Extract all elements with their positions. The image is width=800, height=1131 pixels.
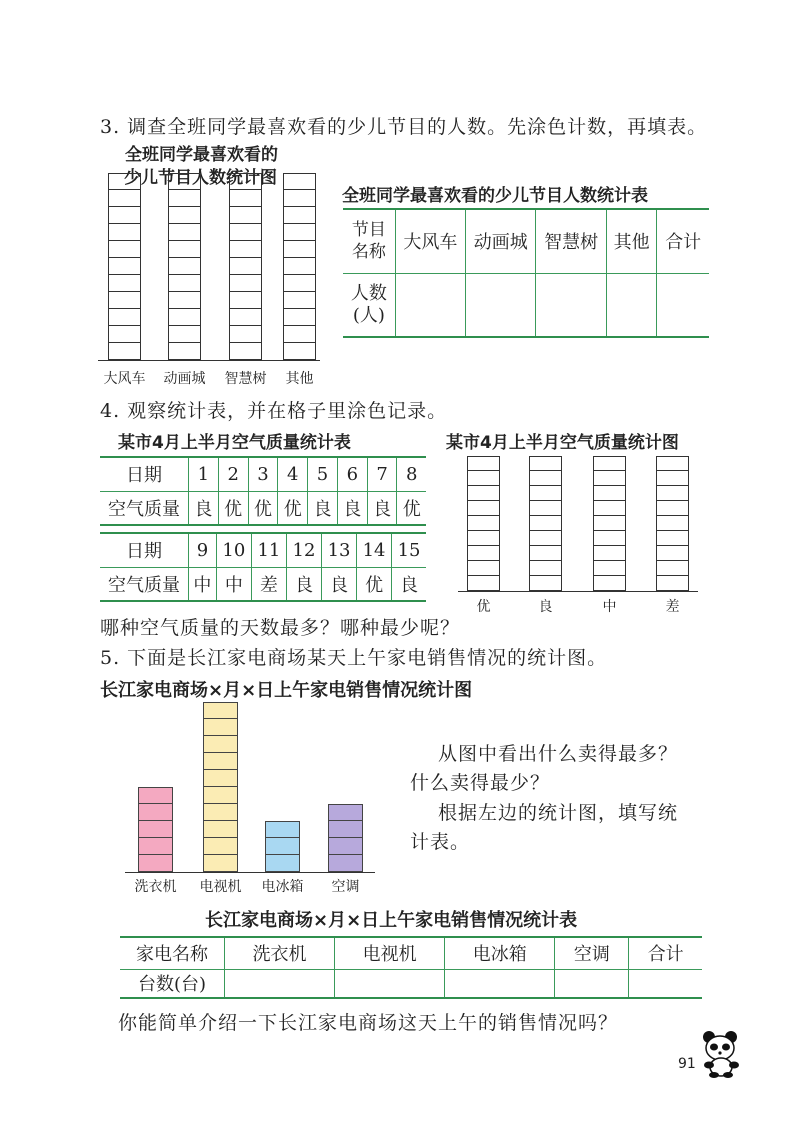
x-tick-label: 电冰箱 (261, 879, 304, 895)
date-cell: 15 (392, 533, 426, 567)
q5-answer-cell[interactable] (555, 969, 629, 998)
bar-unit (203, 770, 238, 787)
grid-cell[interactable] (229, 224, 262, 241)
x-tick-label: 大风车 (103, 371, 146, 387)
bar-unit (138, 821, 173, 838)
q5-question: 你能简单介绍一下长江家电商场这天上午的销售情况吗？ (118, 1012, 619, 1034)
grid-cell[interactable] (108, 275, 141, 292)
grid-cell[interactable] (593, 531, 626, 546)
q5-answer-cell[interactable] (335, 969, 445, 998)
grid-cell[interactable] (168, 173, 201, 190)
quality-cell: 优 (357, 567, 392, 601)
date-cell: 2 (218, 457, 248, 491)
grid-column-动画城[interactable] (168, 173, 201, 360)
x-tick-label: 优 (476, 599, 491, 615)
bar-unit (203, 753, 238, 770)
grid-cell[interactable] (108, 258, 141, 275)
grid-cell[interactable] (108, 224, 141, 241)
q3-title: 3. 调查全班同学最喜欢看的少儿节目的人数。先涂色计数，再填表。 (100, 116, 708, 138)
q3-header-item: 合计 (657, 209, 709, 273)
grid-column-差[interactable] (656, 456, 689, 591)
quality-cell: 良 (286, 567, 321, 601)
q3-table (343, 208, 709, 338)
grid-cell[interactable] (283, 190, 316, 207)
bar-unit (265, 821, 300, 838)
grid-cell[interactable] (467, 471, 500, 486)
q3-header-label-line2: 名称 (351, 242, 386, 263)
date-cell: 11 (251, 533, 286, 567)
quality-cell: 中 (189, 567, 217, 601)
bar-unit (328, 838, 363, 855)
grid-cell[interactable] (283, 275, 316, 292)
grid-cell[interactable] (593, 501, 626, 516)
quality-cell: 优 (278, 491, 308, 525)
date-cell: 13 (322, 533, 357, 567)
grid-cell[interactable] (283, 173, 316, 190)
date-cell: 9 (189, 533, 217, 567)
grid-cell[interactable] (593, 516, 626, 531)
page-number: 91 (678, 1056, 696, 1072)
bar-unit (328, 821, 363, 838)
grid-cell[interactable] (656, 501, 689, 516)
grid-cell[interactable] (168, 292, 201, 309)
grid-cell[interactable] (593, 561, 626, 576)
bar-unit (203, 702, 238, 719)
q3-row-label-line2: (人) (352, 304, 385, 326)
grid-cell[interactable] (529, 576, 562, 591)
x-tick-label: 中 (602, 599, 617, 615)
x-tick-label: 动画城 (163, 371, 206, 387)
grid-cell[interactable] (529, 531, 562, 546)
date-cell: 7 (367, 457, 397, 491)
quality-cell: 良 (392, 567, 426, 601)
grid-column-智慧树[interactable] (229, 173, 262, 360)
grid-cell[interactable] (656, 576, 689, 591)
bar-unit (138, 838, 173, 855)
q3-chart-title-line1: 全班同学最喜欢看的 (125, 145, 278, 165)
q4-table-2 (100, 532, 426, 602)
grid-cell[interactable] (529, 501, 562, 516)
grid-cell[interactable] (593, 486, 626, 501)
bar-unit (138, 804, 173, 821)
q3-row-label-line1: 人数 (350, 282, 387, 304)
grid-cell[interactable] (656, 486, 689, 501)
date-cell: 4 (278, 457, 308, 491)
q4-question: 哪种空气质量的天数最多？哪种最少呢？ (100, 617, 461, 639)
q3-answer-cell[interactable] (606, 273, 657, 337)
grid-cell[interactable] (168, 326, 201, 343)
q3-chart-axis (98, 360, 320, 361)
grid-cell[interactable] (283, 207, 316, 224)
bar-电冰箱 (265, 821, 300, 872)
q3-answer-cell[interactable] (536, 273, 606, 337)
q5-header: 家电名称 (120, 937, 225, 969)
q5-header: 合计 (629, 937, 702, 969)
date-cell: 1 (189, 457, 219, 491)
bar-unit (203, 736, 238, 753)
bar-unit (138, 855, 173, 872)
grid-cell[interactable] (229, 258, 262, 275)
grid-cell[interactable] (283, 258, 316, 275)
q3-header-item: 动画城 (466, 209, 536, 273)
quality-cell: 良 (189, 491, 219, 525)
bar-unit (328, 804, 363, 821)
grid-cell[interactable] (108, 241, 141, 258)
bar-unit (265, 855, 300, 872)
grid-cell[interactable] (467, 576, 500, 591)
grid-cell[interactable] (229, 343, 262, 360)
grid-cell[interactable] (168, 275, 201, 292)
q3-header-item: 智慧树 (536, 209, 606, 273)
q3-answer-cell[interactable] (466, 273, 536, 337)
grid-cell[interactable] (656, 546, 689, 561)
quality-cell: 中 (216, 567, 251, 601)
q5-side-text-1: 从图中看出什么卖得最多？ (438, 743, 679, 765)
bar-unit (138, 787, 173, 804)
quality-cell: 良 (322, 567, 357, 601)
q3-table-title: 全班同学最喜欢看的少儿节目人数统计表 (342, 186, 648, 206)
bar-洗衣机 (138, 787, 173, 872)
bar-unit (203, 821, 238, 838)
bar-unit (203, 787, 238, 804)
x-tick-label: 其他 (285, 371, 314, 387)
grid-cell[interactable] (467, 531, 500, 546)
grid-cell[interactable] (108, 309, 141, 326)
q4-table-1 (100, 456, 426, 526)
grid-cell[interactable] (168, 190, 201, 207)
date-cell: 14 (357, 533, 392, 567)
grid-cell[interactable] (229, 190, 262, 207)
grid-cell[interactable] (593, 576, 626, 591)
x-tick-label: 差 (665, 599, 680, 615)
grid-cell[interactable] (168, 224, 201, 241)
x-tick-label: 良 (538, 599, 553, 615)
grid-cell[interactable] (108, 326, 141, 343)
grid-cell[interactable] (467, 516, 500, 531)
quality-cell: 优 (397, 491, 426, 525)
q5-table (120, 936, 702, 999)
grid-column-良[interactable] (529, 456, 562, 591)
quality-cell: 良 (367, 491, 397, 525)
grid-cell[interactable] (656, 471, 689, 486)
quality-label: 空气质量 (100, 491, 189, 525)
grid-cell[interactable] (467, 501, 500, 516)
quality-cell: 良 (337, 491, 367, 525)
q5-header: 洗衣机 (225, 937, 335, 969)
q3-chart-title-line2: 少儿节目人数统计图 (124, 168, 277, 188)
x-tick-label: 洗衣机 (134, 879, 177, 895)
grid-cell[interactable] (529, 546, 562, 561)
grid-cell[interactable] (529, 516, 562, 531)
q3-header-item: 其他 (606, 209, 657, 273)
date-cell: 6 (337, 457, 367, 491)
date-cell: 8 (397, 457, 426, 491)
date-cell: 5 (308, 457, 338, 491)
quality-cell: 优 (248, 491, 278, 525)
grid-cell[interactable] (108, 173, 141, 190)
q5-header: 电冰箱 (445, 937, 555, 969)
bar-unit (203, 855, 238, 872)
q5-answer-cell[interactable] (445, 969, 555, 998)
grid-cell[interactable] (229, 309, 262, 326)
date-cell: 10 (216, 533, 251, 567)
q5-side-text-3: 根据左边的统计图，填写统 (438, 802, 679, 824)
grid-cell[interactable] (529, 471, 562, 486)
q5-chart-axis (125, 872, 375, 873)
grid-cell[interactable] (168, 241, 201, 258)
q5-header: 空调 (555, 937, 629, 969)
q5-chart-title: 长江家电商场×月×日上午家电销售情况统计图 (100, 680, 473, 701)
quality-label: 空气质量 (100, 567, 189, 601)
q5-answer-cell[interactable] (629, 969, 702, 998)
grid-cell[interactable] (283, 309, 316, 326)
grid-cell[interactable] (283, 292, 316, 309)
q3-header-label (343, 209, 395, 273)
panda-icon (697, 1028, 745, 1078)
x-tick-label: 空调 (331, 879, 360, 895)
q3-header-label-line1: 节目 (351, 220, 386, 241)
q4-chart-axis (458, 591, 698, 592)
grid-column-大风车[interactable] (108, 173, 141, 360)
bar-unit (328, 855, 363, 872)
q5-title: 5. 下面是长江家电商场某天上午家电销售情况的统计图。 (100, 647, 608, 669)
grid-column-优[interactable] (467, 456, 500, 591)
grid-cell[interactable] (656, 531, 689, 546)
q3-answer-cell[interactable] (657, 273, 709, 337)
q4-chart-title: 某市4月上半月空气质量统计图 (446, 433, 679, 453)
grid-cell[interactable] (108, 207, 141, 224)
bar-unit (203, 838, 238, 855)
bar-unit (265, 838, 300, 855)
q5-header: 电视机 (335, 937, 445, 969)
q3-row-label (343, 273, 395, 337)
q5-row-label: 台数(台) (120, 969, 225, 998)
q5-side-text-2: 什么卖得最少？ (410, 772, 551, 794)
q4-title: 4. 观察统计表，并在格子里涂色记录。 (100, 400, 448, 422)
grid-cell[interactable] (467, 486, 500, 501)
grid-cell[interactable] (229, 326, 262, 343)
date-cell: 3 (248, 457, 278, 491)
grid-cell[interactable] (283, 343, 316, 360)
x-tick-label: 电视机 (199, 879, 242, 895)
quality-cell: 良 (308, 491, 338, 525)
bar-电视机 (203, 702, 238, 872)
grid-cell[interactable] (467, 561, 500, 576)
grid-cell[interactable] (593, 546, 626, 561)
grid-cell[interactable] (229, 241, 262, 258)
q3-header-item: 大风车 (395, 209, 465, 273)
quality-cell: 优 (218, 491, 248, 525)
grid-cell[interactable] (593, 456, 626, 471)
grid-cell[interactable] (168, 207, 201, 224)
grid-cell[interactable] (529, 561, 562, 576)
grid-cell[interactable] (283, 241, 316, 258)
date-cell: 12 (286, 533, 321, 567)
date-label: 日期 (100, 533, 189, 567)
grid-cell[interactable] (108, 343, 141, 360)
grid-cell[interactable] (229, 275, 262, 292)
grid-cell[interactable] (529, 456, 562, 471)
q5-side-text-4: 计表。 (410, 831, 471, 853)
grid-cell[interactable] (467, 456, 500, 471)
grid-cell[interactable] (656, 561, 689, 576)
grid-cell[interactable] (283, 326, 316, 343)
bar-unit (203, 804, 238, 821)
grid-cell[interactable] (529, 486, 562, 501)
grid-cell[interactable] (656, 456, 689, 471)
q5-answer-cell[interactable] (225, 969, 335, 998)
grid-column-其他[interactable] (283, 173, 316, 360)
q4-table-title: 某市4月上半月空气质量统计表 (118, 433, 351, 453)
x-tick-label: 智慧树 (224, 371, 267, 387)
grid-cell[interactable] (593, 471, 626, 486)
grid-cell[interactable] (229, 207, 262, 224)
grid-cell[interactable] (283, 224, 316, 241)
date-label: 日期 (100, 457, 189, 491)
grid-cell[interactable] (168, 343, 201, 360)
grid-cell[interactable] (168, 309, 201, 326)
grid-cell[interactable] (229, 292, 262, 309)
quality-cell: 差 (251, 567, 286, 601)
grid-cell[interactable] (108, 292, 141, 309)
grid-cell[interactable] (229, 173, 262, 190)
q5-table-title: 长江家电商场×月×日上午家电销售情况统计表 (205, 910, 578, 931)
grid-column-中[interactable] (593, 456, 626, 591)
q3-answer-cell[interactable] (395, 273, 465, 337)
bar-unit (203, 719, 238, 736)
grid-cell[interactable] (467, 546, 500, 561)
grid-cell[interactable] (168, 258, 201, 275)
grid-cell[interactable] (656, 516, 689, 531)
grid-cell[interactable] (108, 190, 141, 207)
bar-空调 (328, 804, 363, 872)
